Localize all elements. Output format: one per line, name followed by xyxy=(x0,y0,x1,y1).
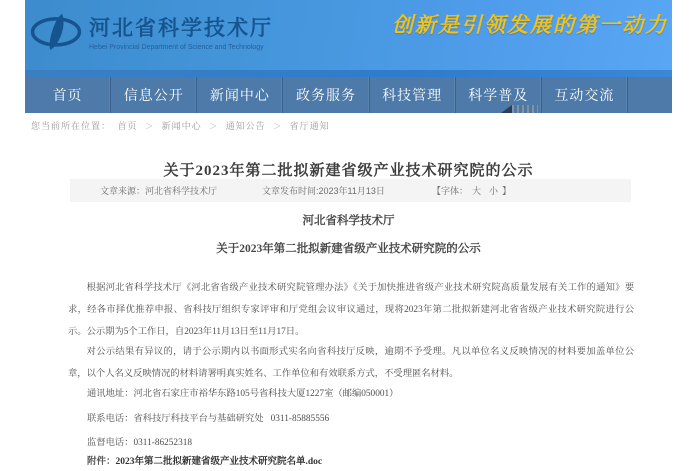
breadcrumb-news-center[interactable]: 新闻中心 xyxy=(161,121,202,131)
breadcrumb-prefix: 您当前所在位置： xyxy=(31,121,112,131)
breadcrumb-home[interactable]: 首页 xyxy=(117,121,138,131)
site-title: 河北省科学技术厅 xyxy=(89,16,273,40)
nav-spacer xyxy=(628,77,672,113)
document-title: 关于2023年第二批拟新建省级产业技术研究院的公示 xyxy=(216,243,481,255)
content-column xyxy=(25,0,672,471)
nav-item-gov-services[interactable]: 政务服务 xyxy=(283,77,369,113)
font-size-small-button[interactable]: 小 xyxy=(489,186,499,196)
nav-item-news-center[interactable]: 新闻中心 xyxy=(197,77,283,113)
attachment-line xyxy=(87,453,322,467)
breadcrumb-separator: ＞ xyxy=(145,122,155,131)
site-subtitle: Hebei Provincial Department of Science and Technology xyxy=(89,43,264,51)
breadcrumb xyxy=(31,119,333,132)
banner-slogan: 创新是引领发展的第一动力 xyxy=(392,13,668,37)
nav-item-interaction[interactable]: 互动交流 xyxy=(542,77,628,113)
agency-logo-icon xyxy=(30,10,82,52)
nav-item-scitech-management[interactable]: 科技管理 xyxy=(370,77,456,113)
paragraph: 根据河北省科学技术厅《河北省省级产业技术研究院管理办法》《关于加快推进省级产业技术研究院高质量发展有关工作的通知》要求，经各市择优推荐申报、省科技厅组织专家评审和厅党组会议审议通过，现将2023年第二批拟新建河北省省级产业技术研究院进行公示。公示期为5个工作日，自2023年11月13日至11月17日。 xyxy=(68,283,634,338)
banner-divider-strip xyxy=(25,70,672,77)
font-control-open: 【字体： xyxy=(432,186,469,196)
triangle-shape xyxy=(501,105,512,113)
site-banner xyxy=(25,0,672,70)
article-source: 文章来源：河北省科学技术厅 xyxy=(100,186,218,196)
page-title: 关于2023年第二批拟新建省级产业技术研究院的公示 xyxy=(163,163,534,180)
breadcrumb-separator: ＞ xyxy=(209,122,219,131)
paragraph: 对公示结果有异议的，请于公示期内以书面形式实名向省科技厅反映，逾期不予受理。凡以单位名义反映情况的材料要加盖单位公章，以个人名义反映情况的材料请署明真实姓名、工作单位和有效联系方式，不受理匿名材料。 xyxy=(68,347,634,380)
document-organization: 河北省科学技术厅 xyxy=(302,215,395,227)
breadcrumb-notices[interactable]: 通知公告 xyxy=(225,121,266,131)
font-size-control xyxy=(432,184,511,197)
attachment-doc-link[interactable]: 2023年第二批拟新建省级产业技术研究院名单.doc xyxy=(115,457,323,467)
main-nav xyxy=(25,77,672,113)
article-publish-time: 文章发布时间:2023年11月13日 xyxy=(262,186,385,196)
nav-item-home[interactable]: 首页 xyxy=(25,77,111,113)
font-control-close: 】 xyxy=(502,186,512,196)
attachment-label: 附件： xyxy=(87,457,116,467)
brand-text xyxy=(89,12,273,51)
striped-shape xyxy=(512,105,538,113)
nav-item-science-popularization[interactable]: 科学普及 xyxy=(456,77,542,113)
site-brand[interactable] xyxy=(30,10,273,52)
contact-address-line: 通讯地址：河北省石家庄市裕华东路105号省科技大厦1227室（邮编050001） xyxy=(87,389,399,399)
nav-item-info-disclosure[interactable]: 信息公开 xyxy=(111,77,197,113)
contact-phone-line: 联系电话：省科技厅科技平台与基础研究处 0311-85885556 xyxy=(87,414,330,424)
supervision-phone-line: 监督电话：0311-86252318 xyxy=(87,438,193,448)
font-size-large-button[interactable]: 大 xyxy=(472,186,482,196)
breadcrumb-dept-notices[interactable]: 省厅通知 xyxy=(289,121,330,131)
article-meta-bar xyxy=(70,179,631,202)
breadcrumb-separator: ＞ xyxy=(273,122,283,131)
dropdown-artifact xyxy=(501,105,541,113)
